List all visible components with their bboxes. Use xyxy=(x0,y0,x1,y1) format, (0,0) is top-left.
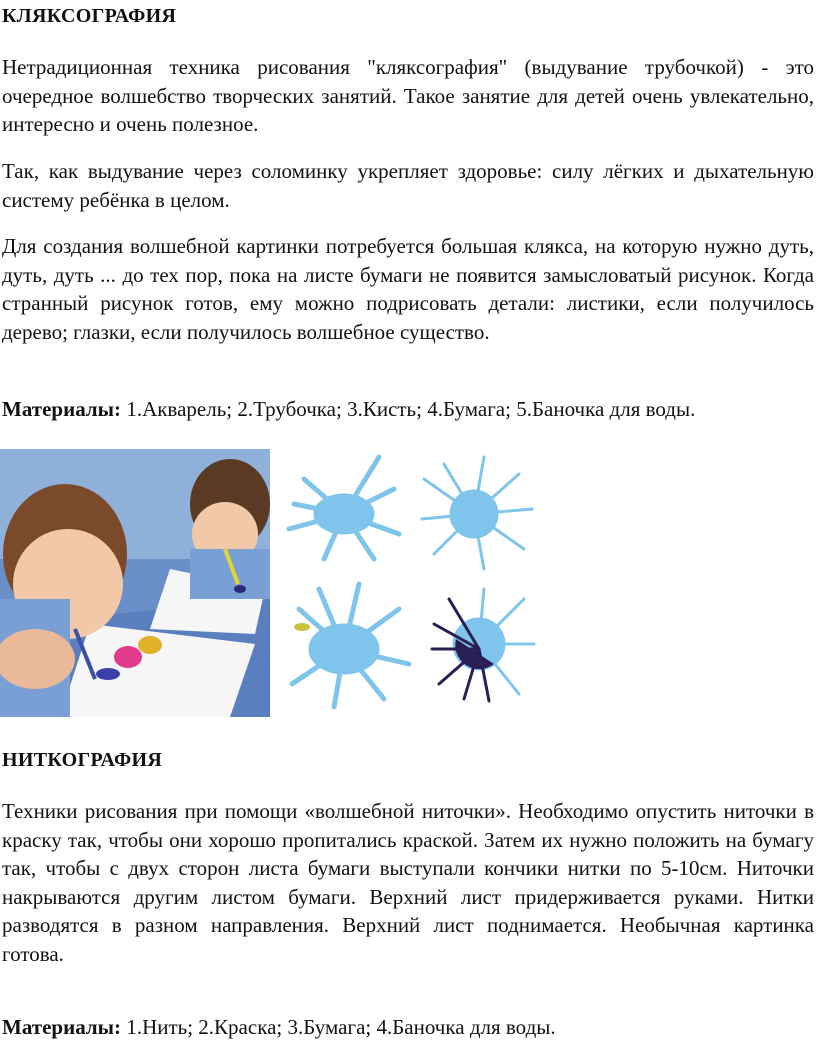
children-photo-illustration xyxy=(0,449,270,717)
materials-label: Материалы: xyxy=(2,1015,122,1039)
paragraph-thread-technique: Техники рисования при помощи «волшебной ниточки». Необходимо опустить ниточки в краску так, чтобы они хорошо пропитались краской. Затем их нужно положить на бумагу так, чтобы с двух сторон листа бумаги выступали кончики нитки по 5-10см. Ниточки накрываются другим листом бумаги. Верхний лист придерживается руками. Нитки разводятся в разном направления. Верхний лист поднимается. Необычная картинка готова. xyxy=(2,799,814,966)
paragraph-instructions: Для создания волшебной картинки потребуется большая клякса, на которую нужно дуть, дуть, дуть ... до тех пор, пока на листе бумаги не появится замысловатый рисунок. Когда странный рисунок готов, ему можно подрисовать детали: листики, если получилось дерево; глазки, если получилось волшебное существо. xyxy=(2,234,814,344)
paragraph-intro: Нетрадиционная техника рисования "кляксография" (выдувание трубочкой) - это очередное волшебство творческих занятий. Такое занятие для детей очень увлекательно, интересно и очень полезное. xyxy=(2,55,814,136)
section-title-nitkografiya: НИТКОГРАФИЯ xyxy=(2,749,163,771)
paragraph-health: Так, как выдувание через соломинку укрепляет здоровье: силу лёгких и дыхательную систему ребёнка в целом. xyxy=(2,159,814,212)
section-title-klyaksografiya: КЛЯКСОГРАФИЯ xyxy=(2,5,177,27)
materials-line-1 xyxy=(2,395,814,424)
blot-examples-photo xyxy=(284,449,538,715)
blot-examples-illustration xyxy=(284,449,538,715)
materials-list: 1.Нить; 2.Краска; 3.Бумага; 4.Баночка для воды. xyxy=(121,1015,556,1039)
materials-label: Материалы: xyxy=(2,397,122,421)
children-blowing-paint-photo xyxy=(0,449,270,717)
materials-line-2 xyxy=(2,1013,814,1042)
materials-list: 1.Акварель; 2.Трубочка; 3.Кисть; 4.Бумага; 5.Баночка для воды. xyxy=(121,397,696,421)
